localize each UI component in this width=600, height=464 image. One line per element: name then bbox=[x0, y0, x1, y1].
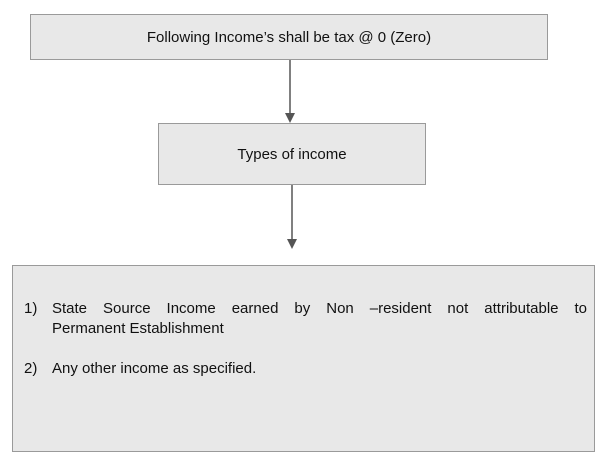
income-list bbox=[24, 299, 587, 399]
middle-box-text: Types of income bbox=[237, 145, 347, 163]
top-box bbox=[30, 14, 548, 60]
list-item-text bbox=[52, 299, 587, 339]
arrow-top-to-middle-head bbox=[285, 113, 295, 123]
list-item-number: 1) bbox=[24, 300, 38, 317]
bottom-box bbox=[12, 265, 595, 452]
arrow-top-to-middle bbox=[282, 60, 298, 123]
list-item-number: 2) bbox=[24, 360, 38, 377]
arrow-middle-to-bottom bbox=[284, 185, 300, 249]
top-box-text: Following Income’s shall be tax @ 0 (Zero) bbox=[146, 28, 432, 46]
list-item-text-line1: State Source Income earned by Non –resident not attributable to bbox=[52, 300, 587, 317]
list-item-text-line2: Permanent Establishment bbox=[52, 320, 224, 337]
middle-box bbox=[158, 123, 426, 185]
list-item-text: Any other income as specified. bbox=[52, 360, 257, 377]
arrow-middle-to-bottom-head bbox=[287, 239, 297, 249]
list-item bbox=[24, 299, 587, 339]
list-item bbox=[24, 359, 587, 379]
